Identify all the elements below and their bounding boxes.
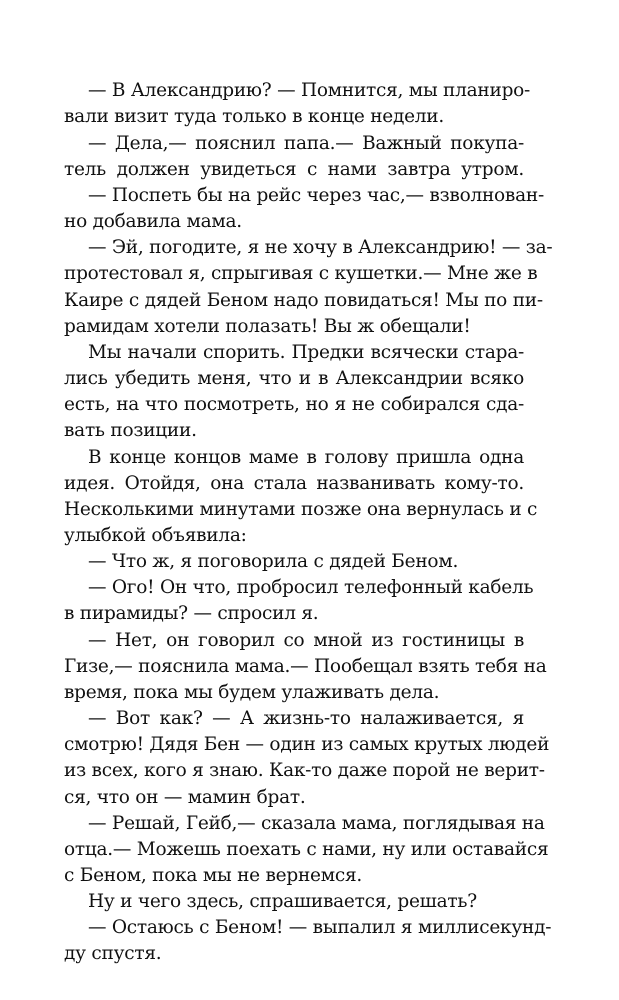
text-line: — Что ж, я поговорила с дядей Беном. [88, 551, 459, 572]
text-line: из всех, кого я знаю. Как-то даже порой не верит- [64, 760, 545, 781]
text-line: — Дела,— пояснил папа.— Важный покупа- [88, 133, 524, 154]
text-line: идея. Отойдя, она стала названивать кому-то. [64, 473, 524, 494]
text-line: отца.— Можешь поехать с нами, ну или оставайся [64, 839, 549, 860]
text-line: — Поспеть бы на рейс через час,— взволнован- [88, 185, 544, 206]
text-line: Несколькими минутами позже она вернулась и с [64, 499, 538, 520]
text-line: Гизе,— пояснила мама.— Пообещал взять тебя на [64, 656, 547, 677]
text-line: протестовал я, спрыгивая с кушетки.— Мне же в [64, 263, 538, 284]
text-line: В конце концов маме в голову пришла одна [88, 447, 524, 468]
text-line: — Решай, Гейб,— сказала мама, поглядывая на [88, 813, 545, 834]
text-line: Ну и чего здесь, спрашивается, решать? [88, 891, 477, 912]
text-line: есть, на что посмотреть, но я не собирался сда- [64, 394, 524, 415]
text-line: Каире с дядей Беном надо повидаться! Мы по пи- [64, 290, 543, 311]
text-line: вать позиции. [64, 420, 197, 441]
text-line: тель должен увидеться с нами завтра утром. [64, 159, 524, 180]
text-line: ду спустя. [64, 943, 162, 964]
text-line: смотрю! Дядя Бен — один из самых крутых людей [64, 734, 550, 755]
text-line: — В Александрию? — Помнится, мы планиро- [88, 80, 531, 101]
text-line: — Нет, он говорил со мной из гостиницы в [88, 630, 524, 651]
text-line: с Беном, пока мы не вернемся. [64, 865, 363, 886]
text-line: вали визит туда только в конце недели. [64, 106, 445, 127]
text-line: — Ого! Он что, пробросил телефонный кабель [88, 577, 534, 598]
text-line: но добавила мама. [64, 211, 242, 232]
text-line: ся, что он — мамин брат. [64, 787, 306, 808]
text-line: в пирамиды? — спросил я. [64, 603, 319, 624]
text-line: — Вот как? — А жизнь-то налаживается, я [88, 708, 524, 729]
text-line: Мы начали спорить. Предки всячески стара- [88, 342, 524, 363]
text-line: лись убедить меня, что и в Александрии всяко [64, 368, 524, 389]
text-line: улыбкой объявила: [64, 525, 247, 546]
text-line: — Остаюсь с Беном! — выпалил я миллисекунд- [88, 917, 552, 938]
text-line: рамидам хотели полазать! Вы ж обещали! [64, 316, 471, 337]
text-line: — Эй, погодите, я не хочу в Александрию! — за- [88, 237, 553, 258]
text-line: время, пока мы будем улаживать дела. [64, 682, 440, 703]
